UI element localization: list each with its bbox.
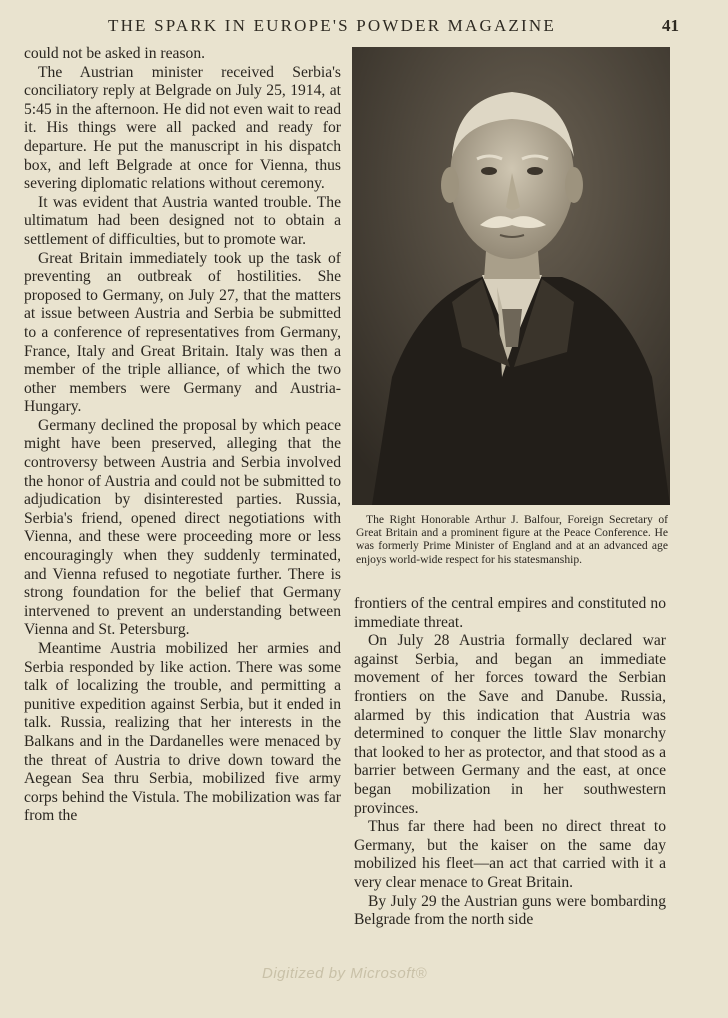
paragraph: On July 28 Austria formally declared war against Serbia, and began an immediate movement of her forces toward the Serbian frontiers on the Save and Danube. Russia, alarmed by this indication that Austria was determined to conquer the little Slav monarchy that looked to her as protector, and that stood as a barrier between Germany and the east, at once began mobilization in her southwestern provinces. [354,632,666,817]
paragraph: The Austrian minister received Serbia's conciliatory reply at Belgrade on July 25, 1914, at 5:45 in the afternoon. He did not even wait to read it. His things were all packed and ready for departure. He put the manuscript in his dispatch box, and left Belgrade at once for Vienna, thus severing diplomatic relations without ceremony. [24,63,341,193]
digitization-watermark: Digitized by Microsoft® [262,965,428,982]
left-column [24,45,341,826]
paragraph: By July 29 the Austrian guns were bombarding Belgrade from the north side [354,892,666,929]
right-column [354,595,666,930]
running-head [0,14,728,40]
paragraph: Meantime Austria mobilized her armies and Serbia responded by like action. There was some talk of localizing the trouble, and permitting a punitive expedition against Serbia, but it ended in talk. Russia, realizing that her interests in the Balkans and in the Dardanelles were menaced by the threat of Austria to drive down toward the Aegean Sea thru Serbia, mobilized five army corps behind the Vistula. The mobilization was far from the [24,640,341,825]
paragraph: could not be asked in reason. [24,45,206,62]
paragraph: Great Britain immediately took up the task of preventing an outbreak of hostilities. She proposed to Germany, on July 27, that the matters at issue between Austria and Serbia be submitted to a conference of representatives from Germany, France, Italy and Great Britain. Italy was then a member of the triple alliance, of which the two other members were Germany and Austria-Hungary. [24,249,341,416]
page-number: 41 [662,16,679,35]
running-title: THE SPARK IN EUROPE'S POWDER MAGAZINE [108,16,556,35]
caption-text: The Right Honorable Arthur J. Balfour, Foreign Secretary of Great Britain and a prominent figure at the Peace Conference. He was formerly Prime Minister of England and at an advanced age enjoys world-wide respect for his statesmanship. [356,513,668,566]
portrait-photo [352,47,670,505]
photo-caption [356,513,668,566]
portrait-illustration [352,47,670,505]
paragraph: frontiers of the central empires and constituted no immediate threat. [354,595,666,631]
paragraph: It was evident that Austria wanted trouble. The ultimatum had been designed not to obtain a settlement of difficulties, but to promote war. [24,193,341,248]
paragraph: Germany declined the proposal by which peace might have been preserved, alleging that the controversy between Austria and Serbia involved the honor of Austria and could not be submitted to adjudication by disinterested parties. Russia, Serbia's friend, opened direct negotiations with Vienna, and these were proceeding more or less encouragingly when they suddenly terminated, and Vienna refused to negotiate further. There is strong foundation for the belief that Germany intervened to prevent an understanding between Vienna and St. Petersburg. [24,416,341,639]
paragraph: Thus far there had been no direct threat to Germany, but the kaiser on the same day mobilized his fleet—an act that carried with it a very clear menace to Great Britain. [354,818,666,891]
